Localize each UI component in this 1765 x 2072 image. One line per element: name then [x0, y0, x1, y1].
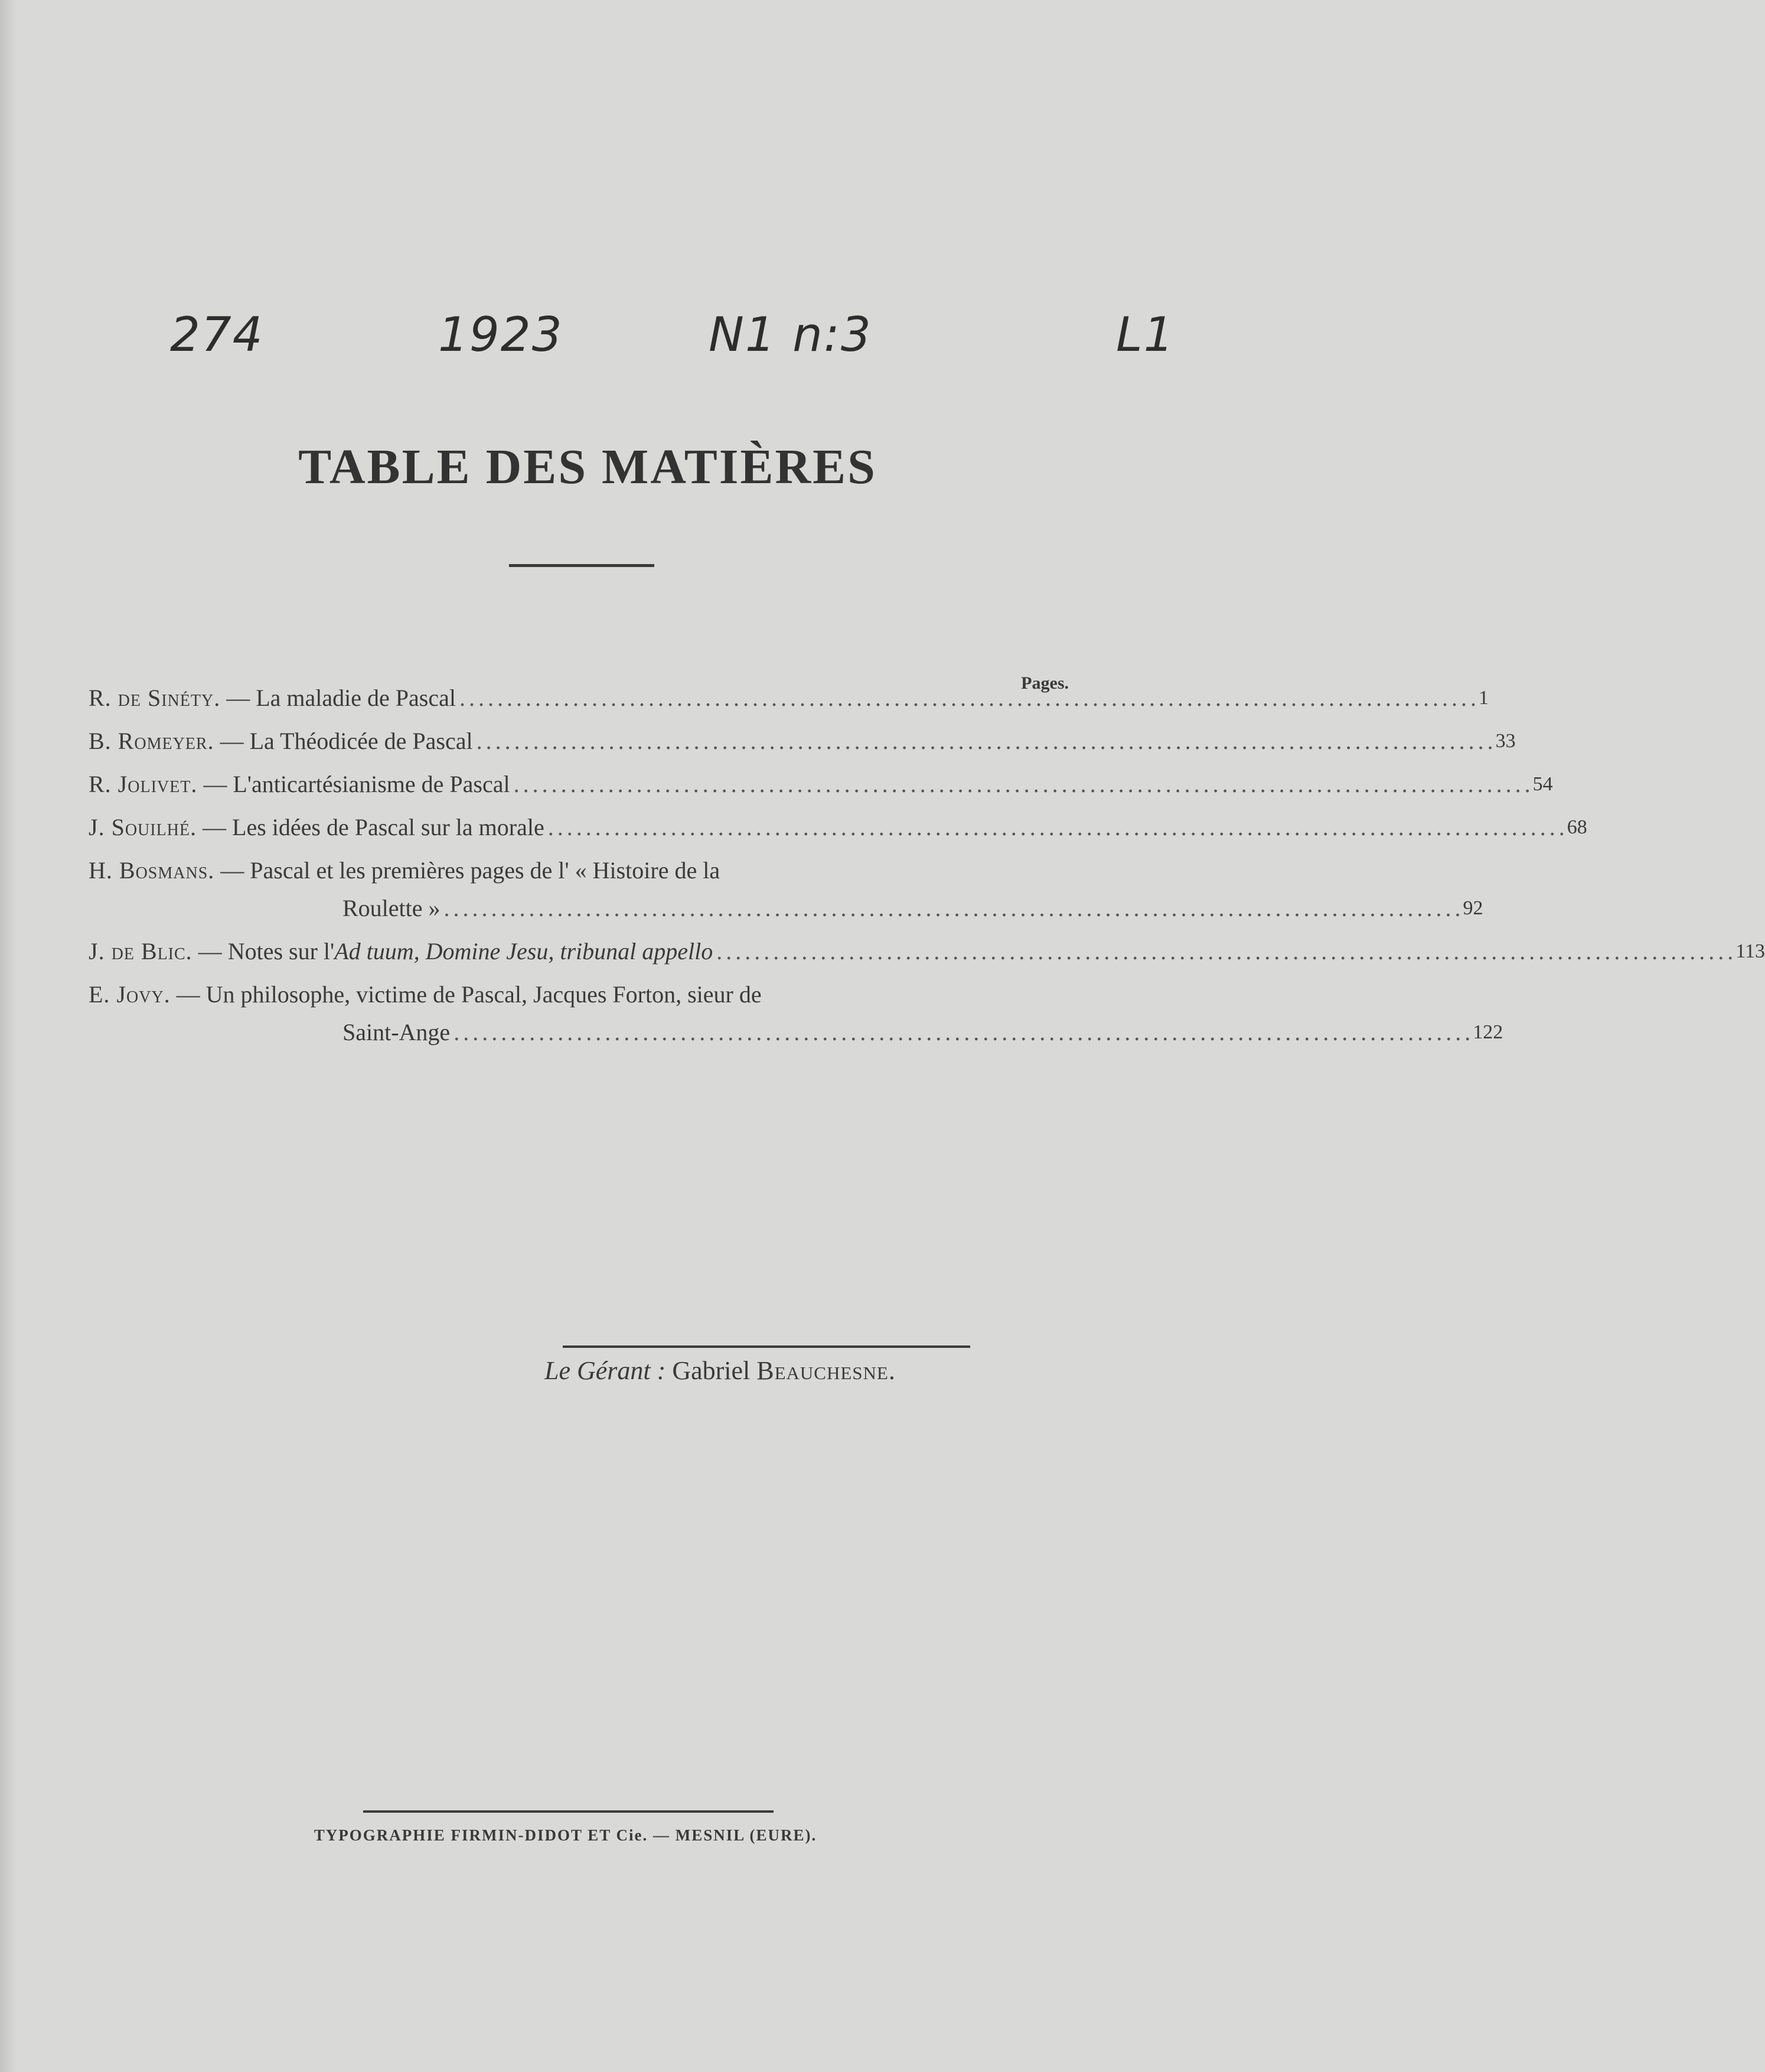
signature-role: Le Gérant : [544, 1356, 666, 1385]
page-title: TABLE DES MATIÈRES [298, 439, 877, 494]
toc-entry-page: 122 [1473, 1021, 1503, 1043]
toc-entry-page: 68 [1567, 816, 1587, 838]
printer-divider [363, 1810, 774, 1813]
signature-firstname: Gabriel [672, 1356, 751, 1385]
toc-entry: J. de Blic. — Notes sur l' Ad tuum, Domine Jesu, tribunal appello . . . 113 [89, 933, 1069, 970]
toc-entry: B. Romeyer. — La Théodicée de Pascal . . . 33 [89, 722, 1069, 760]
toc-entry: R. de Sinéty. — La maladie de Pascal . . . 1 [89, 679, 1069, 717]
table-of-contents [89, 679, 1765, 1057]
toc-entry-title: Ad tuum, Domine Jesu, tribunal appello [334, 938, 713, 965]
signature-divider [563, 1346, 970, 1348]
toc-entry: H. Bosmans. — Pascal et les premières pages de l' « Histoire de la Roulette » . . . 92 [89, 852, 1069, 927]
signature [544, 1356, 993, 1386]
toc-entry-title: Pascal et les premières pages de l' « Histoire de la [250, 857, 720, 884]
toc-entry-page: 1 [1478, 687, 1489, 709]
handwritten-note-year: 1923 [438, 307, 563, 362]
handwritten-note-shelfmark: 274 [170, 307, 264, 362]
toc-entry-author: E. Jovy. [89, 981, 171, 1008]
toc-entry: E. Jovy. — Un philosophe, victime de Pascal, Jacques Forton, sieur de Saint-Ange . . . 122 [89, 976, 1069, 1051]
toc-entry-author: J. Souilhé. [89, 814, 197, 840]
toc-entry-author: B. Romeyer. [89, 728, 214, 754]
toc-entry-title: La maladie de Pascal [256, 685, 456, 711]
toc-entry-title: Les idées de Pascal sur la morale [232, 814, 544, 840]
toc-entry: R. Jolivet. — L'anticartésianisme de Pascal . . . 54 [89, 765, 1069, 803]
toc-entry-title-continued: Saint-Ange [342, 1019, 451, 1045]
toc-entry-page: 33 [1495, 730, 1516, 752]
toc-entry-page: 54 [1532, 773, 1553, 795]
page-edge-shadow [0, 0, 17, 2072]
toc-entry: J. Souilhé. — Les idées de Pascal sur la morale . . . 68 [89, 809, 1069, 846]
title-divider [509, 564, 654, 567]
toc-entry-title: Un philosophe, victime de Pascal, Jacques Forton, sieur de [205, 981, 762, 1008]
toc-entry-page: 92 [1463, 897, 1483, 919]
toc-entry-title-prefix: Notes sur l' [227, 938, 335, 965]
handwritten-note-issue: N1 n:3 [709, 307, 872, 362]
printer-imprint: TYPOGRAPHIE FIRMIN-DIDOT ET Cie. — MESNIL (EURE). [314, 1826, 817, 1844]
handwritten-note-volume: L1 [1116, 307, 1175, 362]
toc-entry-title-continued: Roulette » [342, 895, 441, 921]
toc-entry-title: L'anticartésianisme de Pascal [233, 771, 510, 797]
toc-entry-author: R. Jolivet. [89, 771, 198, 797]
toc-entry-author: J. de Blic. [89, 938, 193, 965]
toc-entry-title: La Théodicée de Pascal [249, 728, 473, 754]
toc-entry-author: H. Bosmans. [89, 857, 215, 884]
toc-entry-author: R. de Sinéty. [89, 685, 221, 711]
toc-pages-header: Pages. [1021, 673, 1069, 693]
signature-surname: Beauchesne. [756, 1356, 896, 1385]
toc-entry-page: 113 [1735, 940, 1765, 962]
